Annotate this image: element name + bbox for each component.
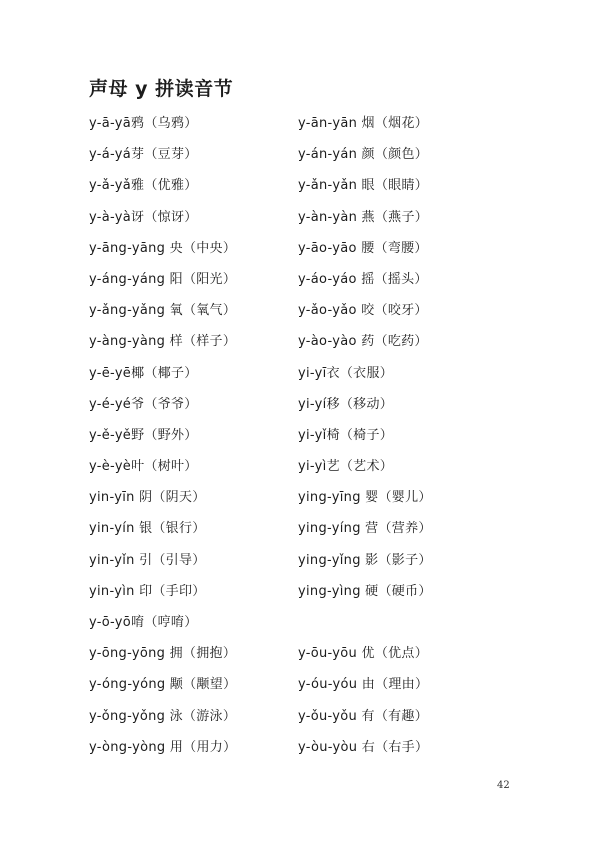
syllable-entry: y-óng-yóng 颙（颙望）	[89, 677, 237, 693]
right-syllable-column	[298, 108, 548, 763]
syllable-entry: y-ǒng-yǒng 泳（游泳）	[89, 708, 237, 724]
syllable-entry: y-ǎo-yǎo 咬（咬牙）	[298, 303, 428, 319]
syllable-entry: y-óu-yóu 由（理由）	[298, 677, 429, 693]
syllable-entry: y-òng-yòng 用（用力）	[89, 739, 237, 755]
syllable-entry: y-ōng-yōng 拥（拥抱）	[89, 646, 237, 662]
syllable-entry: y-āng-yāng 央（中央）	[89, 240, 237, 256]
syllable-entry: y-àn-yàn 燕（燕子）	[298, 209, 429, 225]
syllable-entry: yin-yǐn 引（引导）	[89, 552, 206, 568]
syllable-entry: y-òu-yòu 右（右手）	[298, 739, 429, 755]
empty-row	[298, 607, 548, 638]
syllable-entry: y-ǎn-yǎn 眼（眼睛）	[298, 178, 429, 194]
page-number: 42	[497, 780, 510, 791]
syllable-entry: y-ōu-yōu 优（优点）	[298, 646, 429, 662]
syllable-entry: ying-yǐng 影（影子）	[298, 552, 432, 568]
syllable-entry: yi-yī衣（衣服）	[298, 365, 394, 381]
syllable-entry: yin-yīn 阴（阴天）	[89, 490, 206, 506]
syllable-entry: ying-yíng 营（营养）	[298, 521, 432, 537]
syllable-entry: y-á-yá芽（豆芽）	[89, 147, 198, 163]
syllable-entry: y-ǒu-yǒu 有（有趣）	[298, 708, 429, 724]
syllable-entry: y-ā-yā鸦（乌鸦）	[89, 116, 198, 131]
page-title: 声母 y 拼读音节	[89, 78, 234, 100]
syllable-entry: y-ǎ-yǎ雅（优雅）	[89, 178, 198, 194]
syllable-entry: y-ō-yō唷（哼唷）	[89, 615, 198, 630]
syllable-entry: y-áo-yáo 摇（摇头）	[298, 271, 428, 287]
syllable-entry: y-án-yán 颜（颜色）	[298, 147, 429, 163]
syllable-entry: y-ān-yān 烟（烟花）	[298, 116, 429, 131]
syllable-entry: y-è-yè叶（树叶）	[89, 459, 198, 475]
syllable-entry: y-áng-yáng 阳（阳光）	[89, 271, 237, 287]
syllable-entry: ying-yīng 婴（婴儿）	[298, 490, 432, 506]
syllable-entry: y-àng-yàng 样（样子）	[89, 334, 237, 350]
syllable-entry: yi-yí移（移动）	[298, 396, 394, 412]
syllable-entry: y-ào-yào 药（吃药）	[298, 334, 428, 350]
syllable-entry: y-āo-yāo 腰（弯腰）	[298, 240, 428, 256]
syllable-entry: yin-yín 银（银行）	[89, 521, 206, 537]
syllable-entry: yin-yìn 印（手印）	[89, 583, 206, 599]
syllable-entry: y-ē-yē椰（椰子）	[89, 365, 198, 381]
syllable-entry: yi-yì艺（艺术）	[298, 459, 394, 475]
syllable-entry: y-é-yé爷（爷爷）	[89, 396, 198, 412]
syllable-entry: yi-yǐ椅（椅子）	[298, 427, 394, 443]
syllable-entry: ying-yìng 硬（硬币）	[298, 583, 432, 599]
syllable-entry: y-à-yà讶（惊讶）	[89, 209, 198, 225]
syllable-entry: y-ǎng-yǎng 氧（氧气）	[89, 303, 237, 319]
syllable-entry: y-ě-yě野（野外）	[89, 427, 198, 443]
